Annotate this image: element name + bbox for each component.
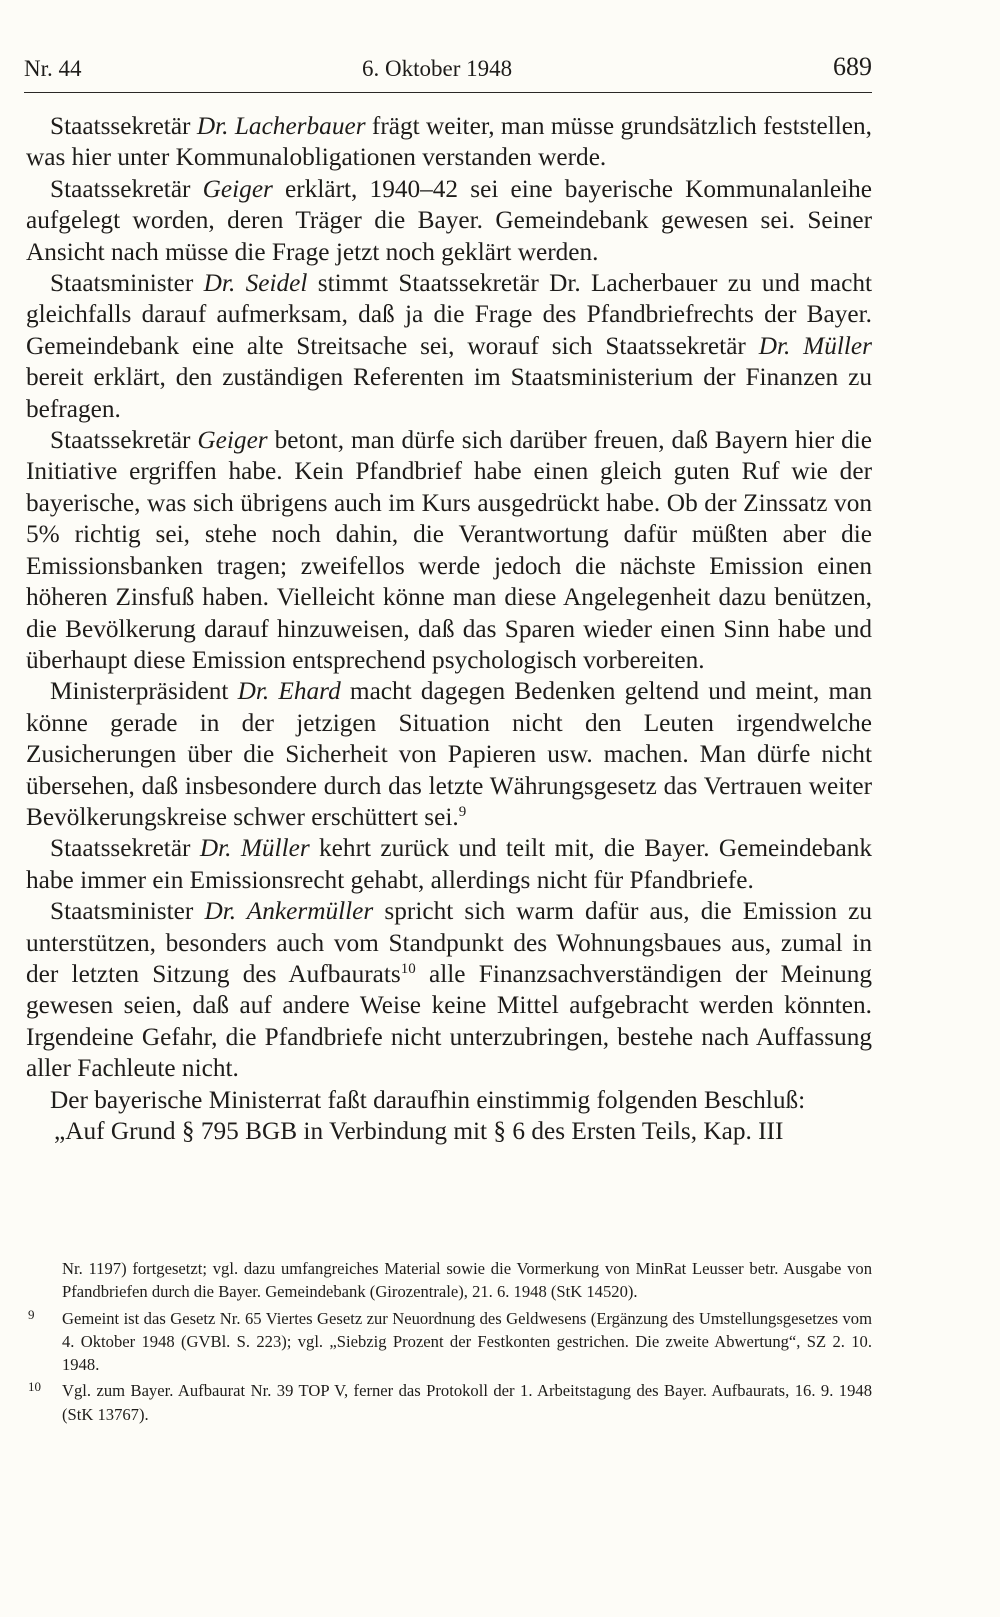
footnote-reference[interactable]: 9	[458, 803, 467, 820]
text-run: „Auf Grund § 795 BGB in Verbindung mit § 6 des Ersten Teils, Kap. III	[54, 1117, 784, 1145]
resolution-quote	[26, 1116, 872, 1147]
text-run: kehrt zurück und teilt mit, die Bayer. Gemeindebank habe immer ein Emissionsrecht gehabt, allerdings nicht für Pfandbriefe.	[26, 834, 873, 894]
text-run: erklärt, 1940–42 sei eine bayerische Kommunalanleihe aufgelegt worden, deren Träger die Bayer. Gemeindebank gewesen sei. Seiner Ansicht nach müsse die Frage jetzt noch geklärt werden.	[26, 174, 872, 266]
main-text	[26, 111, 872, 1147]
text-run: Staatssekretär	[50, 426, 198, 455]
text-run: alle Finanzsachverständigen der Meinung gewesen seien, daß auf andere Weise keine Mittel aufgebracht werden könnten. Irgendeine Gefahr, die Pfandbriefe nicht unterzubringen, bestehe nach Auffassung aller Fachleute nicht.	[26, 959, 872, 1083]
footnote-number-label: 9	[28, 1306, 35, 1322]
paragraph	[26, 268, 872, 425]
speaker-name: Dr. Seidel	[203, 269, 308, 298]
footnote-reference[interactable]: 10	[400, 960, 416, 977]
text-run: Staatsminister	[50, 269, 204, 298]
paragraph	[26, 425, 872, 676]
footnote-number	[28, 1379, 41, 1402]
footnote-text: Vgl. zum Bayer. Aufbaurat Nr. 39 TOP V, ferner das Protokoll der 1. Arbeitstagung des Bayer. Aufbaurats, 16. 9. 1948 (StK 13767).	[62, 1381, 872, 1424]
text-run: Staatssekretär	[50, 834, 200, 863]
footnote-number-label: 10	[28, 1379, 41, 1395]
paragraph	[26, 676, 872, 833]
footnote-number	[28, 1307, 35, 1330]
speaker-name: Dr. Müller	[758, 331, 872, 360]
speaker-name: Dr. Ehard	[237, 677, 341, 706]
text-run: Staatssekretär	[50, 112, 197, 140]
text-run: frägt weiter, man müsse grundsätzlich feststellen, was hier unter Kommunalobligationen verstanden werde.	[26, 112, 872, 172]
paragraph	[26, 833, 872, 896]
text-run: bereit erklärt, den zuständigen Referenten im Staatsministerium der Finanzen zu befragen.	[26, 363, 872, 423]
paragraph	[26, 896, 872, 1084]
paragraph	[26, 174, 872, 268]
footnotes	[26, 1257, 872, 1426]
text-run: Staatssekretär	[50, 174, 203, 203]
speaker-name: Geiger	[197, 426, 268, 455]
text-run: betont, man dürfe sich darüber freuen, daß Bayern hier die Initiative ergriffen habe. Kein Pfandbrief habe einen gleich guten Ruf wie der bayerische, was sich übrigens auch im Kurs ausgedrückt habe. Ob der Zinssatz von 5% richtig sei, stehe noch dahin, die Verantwortung dafür müßten aber die Emissionsbanken tragen; zweifellos werde jedoch die nächste Emission einen höheren Zinsfuß haben. Vielleicht könne man diese Angelegenheit dazu benützen, die Bevölkerung darauf hinzuweisen, daß das Sparen wieder einen Sinn habe und überhaupt diese Emission entsprechend psychologisch vorbereiten.	[26, 426, 872, 674]
text-run: spricht sich warm dafür aus, die Emission zu unterstützen, besonders auch vom Standpunkt des Wohnungsbaues aus, zumal in der letzten Sitzung des Aufbaurats	[26, 897, 872, 988]
speaker-name: Dr. Müller	[199, 834, 310, 863]
speaker-name: Geiger	[202, 174, 273, 203]
page-header	[24, 52, 872, 93]
text-run: Staatsminister	[50, 897, 205, 926]
footnote-continuation: Nr. 1197) fortgesetzt; vgl. dazu umfangreiches Material sowie die Vormerkung von MinRat Leusser betr. Ausgabe von Pfandbriefen durch die Bayer. Gemeindebank (Girozentrale), 21. 6. 1948 (StK 14520).	[62, 1259, 872, 1302]
document-date: 6. Oktober 1948	[362, 56, 513, 81]
text-run: stimmt Staatssekretär Dr. Lacherbauer zu und macht gleichfalls darauf aufmerksam, daß ja die Frage des Pfandbriefrechts der Bayer. Gemeindebank eine alte Streitsache sei, worauf sich Staatssekretär	[26, 269, 872, 360]
footnote	[26, 1379, 872, 1426]
footnote	[26, 1307, 872, 1377]
text-run: macht dagegen Bedenken geltend und meint, man könne gerade in der jetzigen Situation nicht den Leuten irgendwelche Zusicherungen über die Sicherheit von Papieren usw. machen. Man dürfe nicht übersehen, daß insbesondere durch das letzte Währungsgesetz das Vertrauen weiter Bevölkerungskreise schwer erschüttert sei.	[26, 677, 873, 831]
paragraph	[26, 111, 872, 174]
footnote-text: Gemeint ist das Gesetz Nr. 65 Viertes Gesetz zur Neuordnung des Geldwesens (Ergänzung des Umstellungsgesetzes vom 4. Oktober 1948 (GVBl. S. 223); vgl. „Siebzig Prozent der Festkonten gestrichen. Die zweite Abwertung“, SZ 2. 10. 1948.	[62, 1308, 872, 1375]
text-run: Der bayerische Ministerrat faßt daraufhin einstimmig folgenden Beschluß:	[50, 1085, 806, 1114]
speaker-name: Dr. Lacherbauer	[196, 112, 366, 140]
paragraph	[26, 1085, 872, 1116]
text-run: Ministerpräsident	[50, 677, 238, 706]
document-number: Nr. 44	[24, 56, 82, 81]
speaker-name: Dr. Ankermüller	[204, 897, 374, 926]
page-number: 689	[833, 52, 872, 81]
